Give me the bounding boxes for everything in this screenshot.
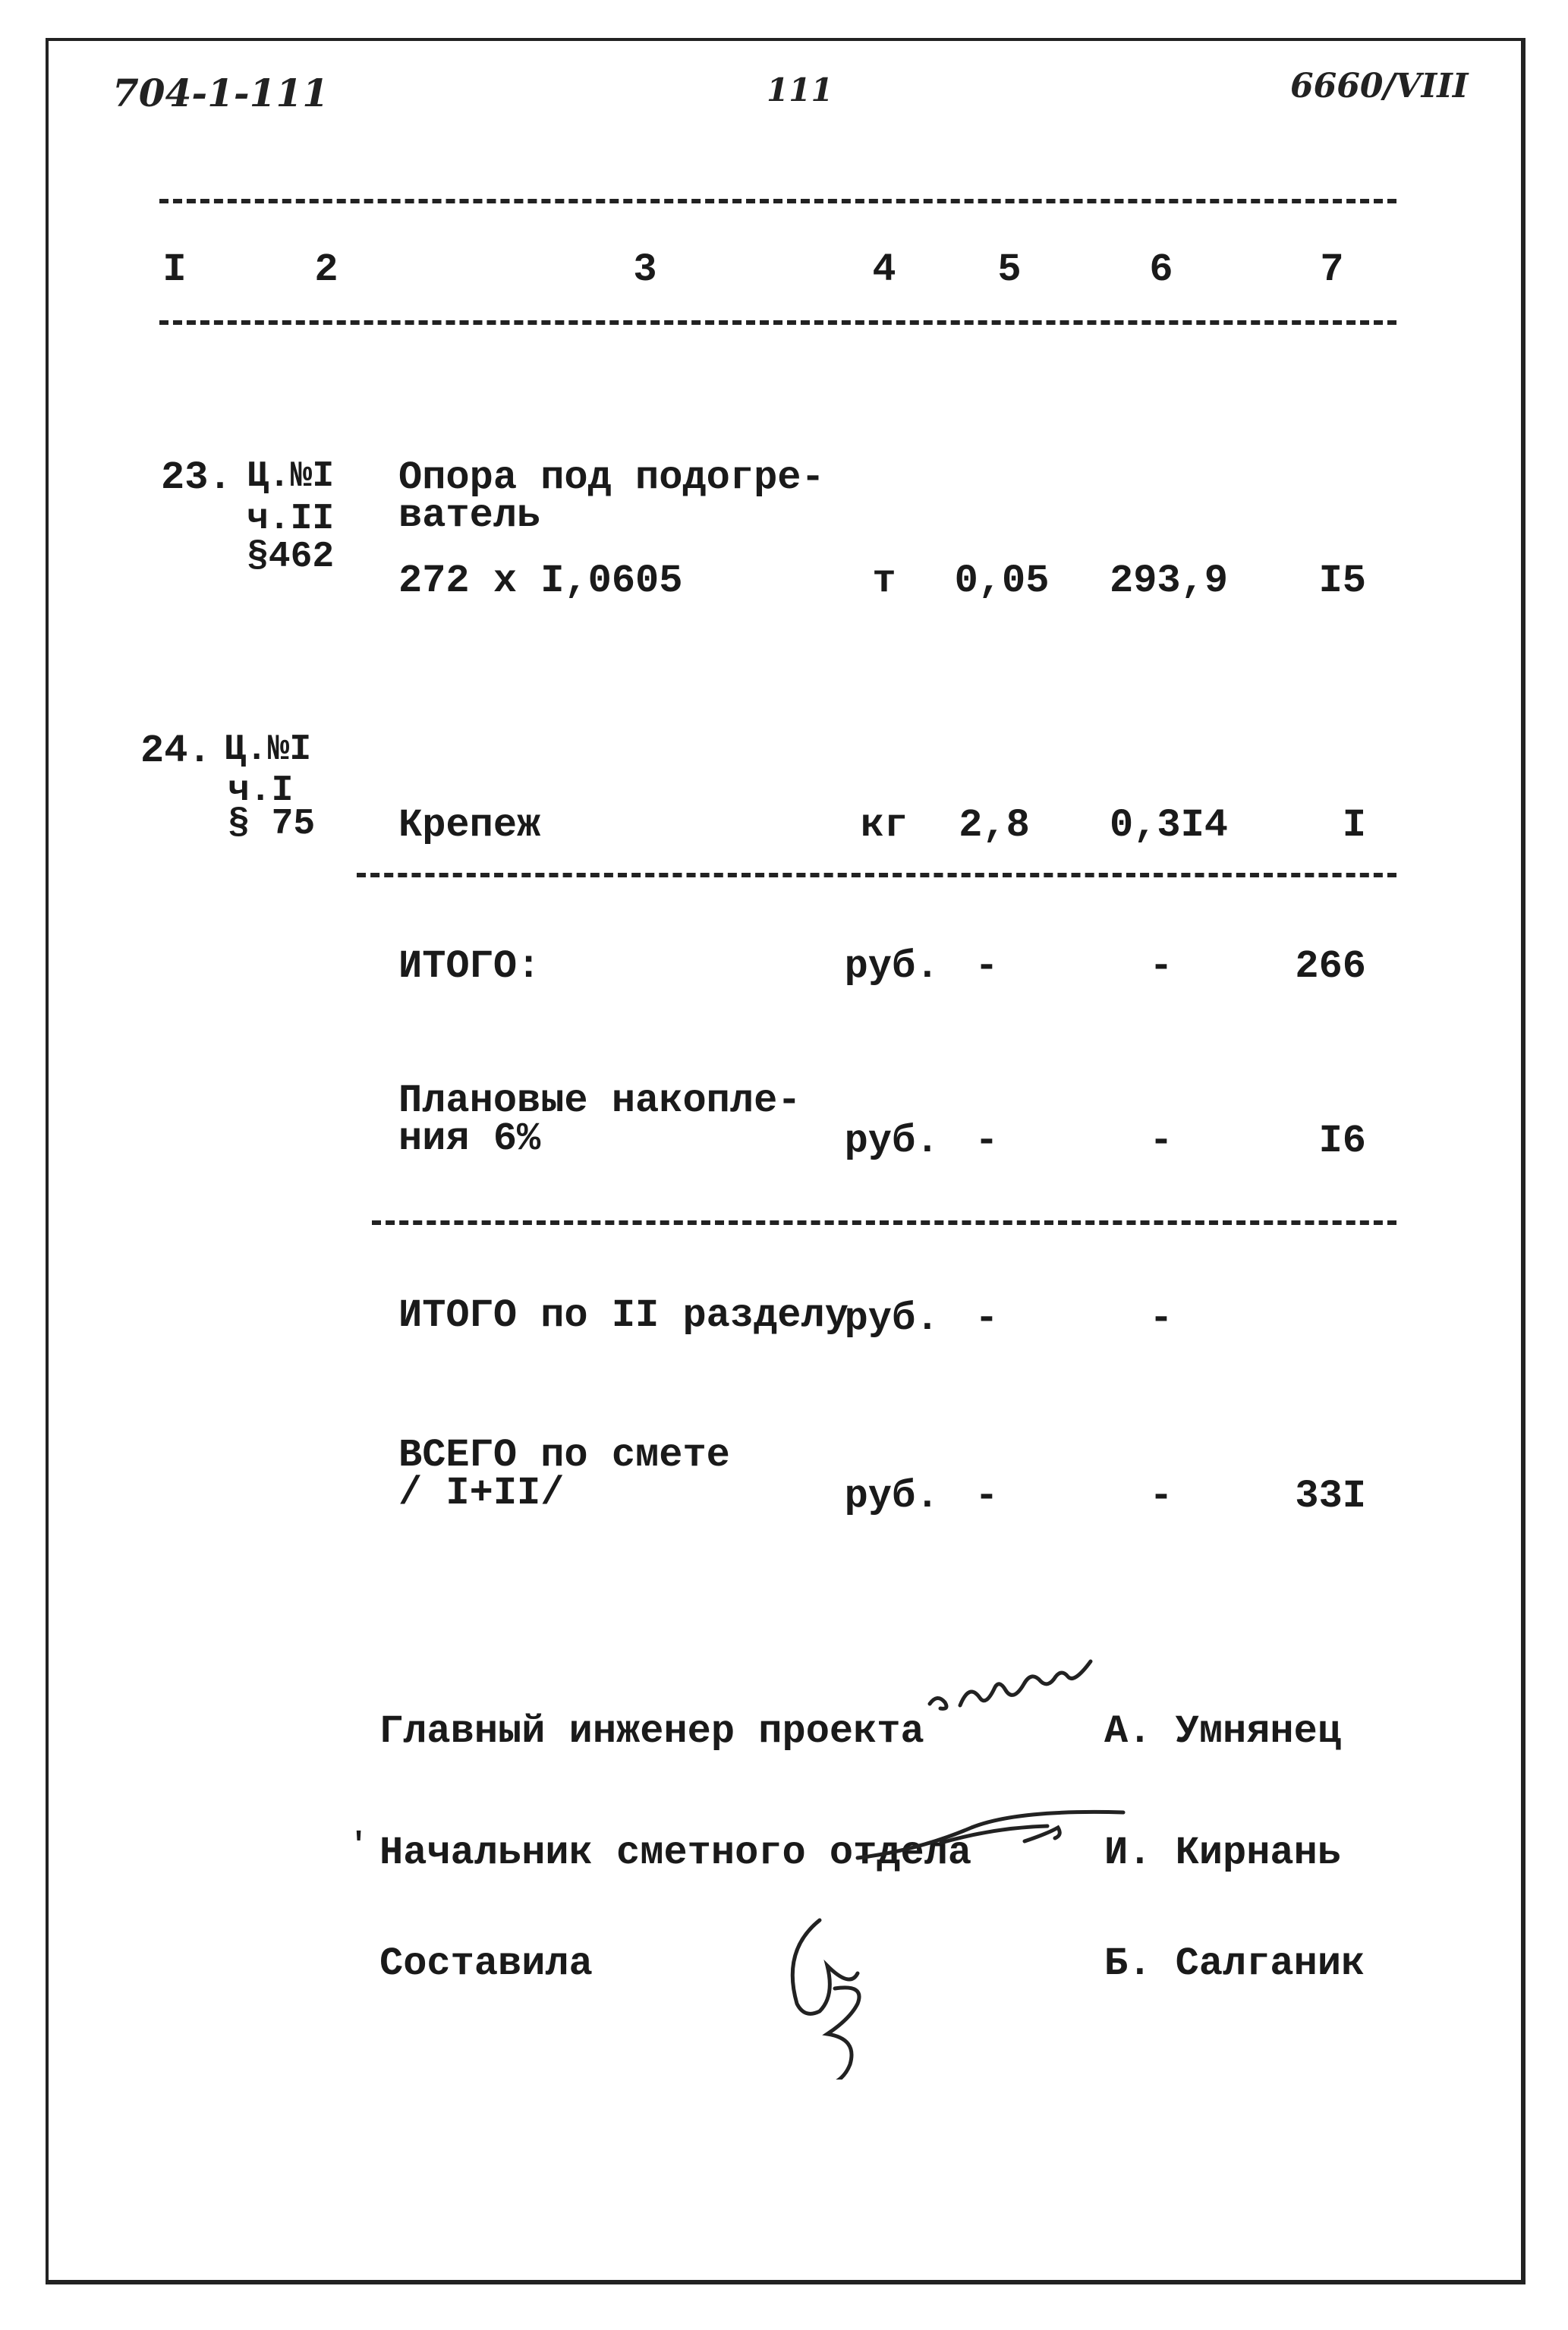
summary-total-qty: - [974, 944, 999, 989]
summary-grand-price: - [1149, 1474, 1173, 1519]
row-23-ref-1: Ц.№I [247, 456, 335, 497]
row-24-price: 0,3I4 [1109, 803, 1229, 848]
row-23-ref-2: ч.II [247, 499, 335, 540]
summary-savings-value: I6 [1318, 1119, 1366, 1163]
signature-role-compiler: Составила [379, 1941, 593, 1986]
header-top-rule [159, 199, 1396, 203]
summary-savings-label-2: ния 6% [398, 1116, 541, 1161]
summary-total-unit: руб. [844, 944, 940, 989]
summary-savings-unit: руб. [844, 1119, 940, 1163]
col-head-3: 3 [633, 247, 657, 292]
row-23-desc-1: Опора под подогре- [398, 455, 825, 500]
summary-section-label: ИТОГО по II разделу [398, 1293, 849, 1338]
row-23-unit: т [872, 559, 896, 603]
section-rule-1 [357, 873, 1396, 877]
row-24-desc: Крепеж [398, 803, 541, 848]
summary-savings-label-1: Плановые накопле- [398, 1078, 801, 1123]
col-head-4: 4 [872, 247, 896, 292]
row-23-number: 23. [161, 455, 232, 500]
row-23-price: 293,9 [1109, 559, 1229, 603]
summary-section-unit: руб. [844, 1296, 940, 1341]
section-rule-2 [372, 1220, 1396, 1225]
col-head-1: I [162, 247, 187, 292]
signature-role-estimates-head: Начальник сметного отдела [379, 1831, 972, 1875]
summary-section-qty: - [974, 1296, 999, 1341]
signature-name-chief-engineer: А. Умнянец [1104, 1709, 1342, 1754]
summary-grand-unit: руб. [844, 1474, 940, 1519]
summary-total-value: 266 [1295, 944, 1366, 989]
col-head-2: 2 [314, 247, 338, 292]
signature-name-compiler: Б. Салганик [1104, 1941, 1365, 1986]
summary-grand-qty: - [974, 1474, 999, 1519]
signature-mark-compiler [767, 1905, 896, 2080]
row-24-unit: кг [860, 803, 908, 848]
signature-tick: ' [349, 1827, 369, 1863]
summary-total-label: ИТОГО: [398, 944, 541, 989]
row-23-calc: 272 х I,0605 [398, 559, 683, 603]
signature-mark-estimates-head [850, 1797, 1138, 1881]
row-24-ref-1: Ц.№I [224, 729, 312, 770]
row-24-number: 24. [140, 729, 212, 773]
header-bottom-rule [159, 320, 1396, 325]
row-23-desc-2: ватель [398, 493, 541, 538]
summary-grand-value: 33I [1295, 1474, 1366, 1519]
summary-savings-qty: - [974, 1119, 999, 1163]
col-head-5: 5 [997, 247, 1022, 292]
row-24-total: I [1342, 803, 1366, 848]
row-24-qty: 2,8 [959, 803, 1030, 848]
summary-total-price: - [1149, 944, 1173, 989]
signature-name-estimates-head: И. Кирнань [1104, 1831, 1342, 1875]
row-23-total: I5 [1318, 559, 1366, 603]
col-head-7: 7 [1320, 247, 1344, 292]
document-code: 704-1-111 [112, 71, 329, 115]
row-23-ref-3: §462 [247, 537, 335, 578]
summary-grand-label-2: / I+II/ [398, 1471, 565, 1516]
col-head-6: 6 [1149, 247, 1173, 292]
row-24-ref-3: § 75 [228, 804, 316, 845]
sheet-code: 6660/VIII [1290, 67, 1469, 105]
summary-section-price: - [1149, 1296, 1173, 1341]
page-number: 111 [767, 71, 833, 109]
summary-savings-price: - [1149, 1119, 1173, 1163]
row-23-qty: 0,05 [954, 559, 1050, 603]
row-24-ref-2: ч.I [228, 770, 294, 811]
summary-grand-label-1: ВСЕГО по смете [398, 1433, 730, 1478]
signature-role-chief-engineer: Главный инженер проекта [379, 1709, 924, 1754]
